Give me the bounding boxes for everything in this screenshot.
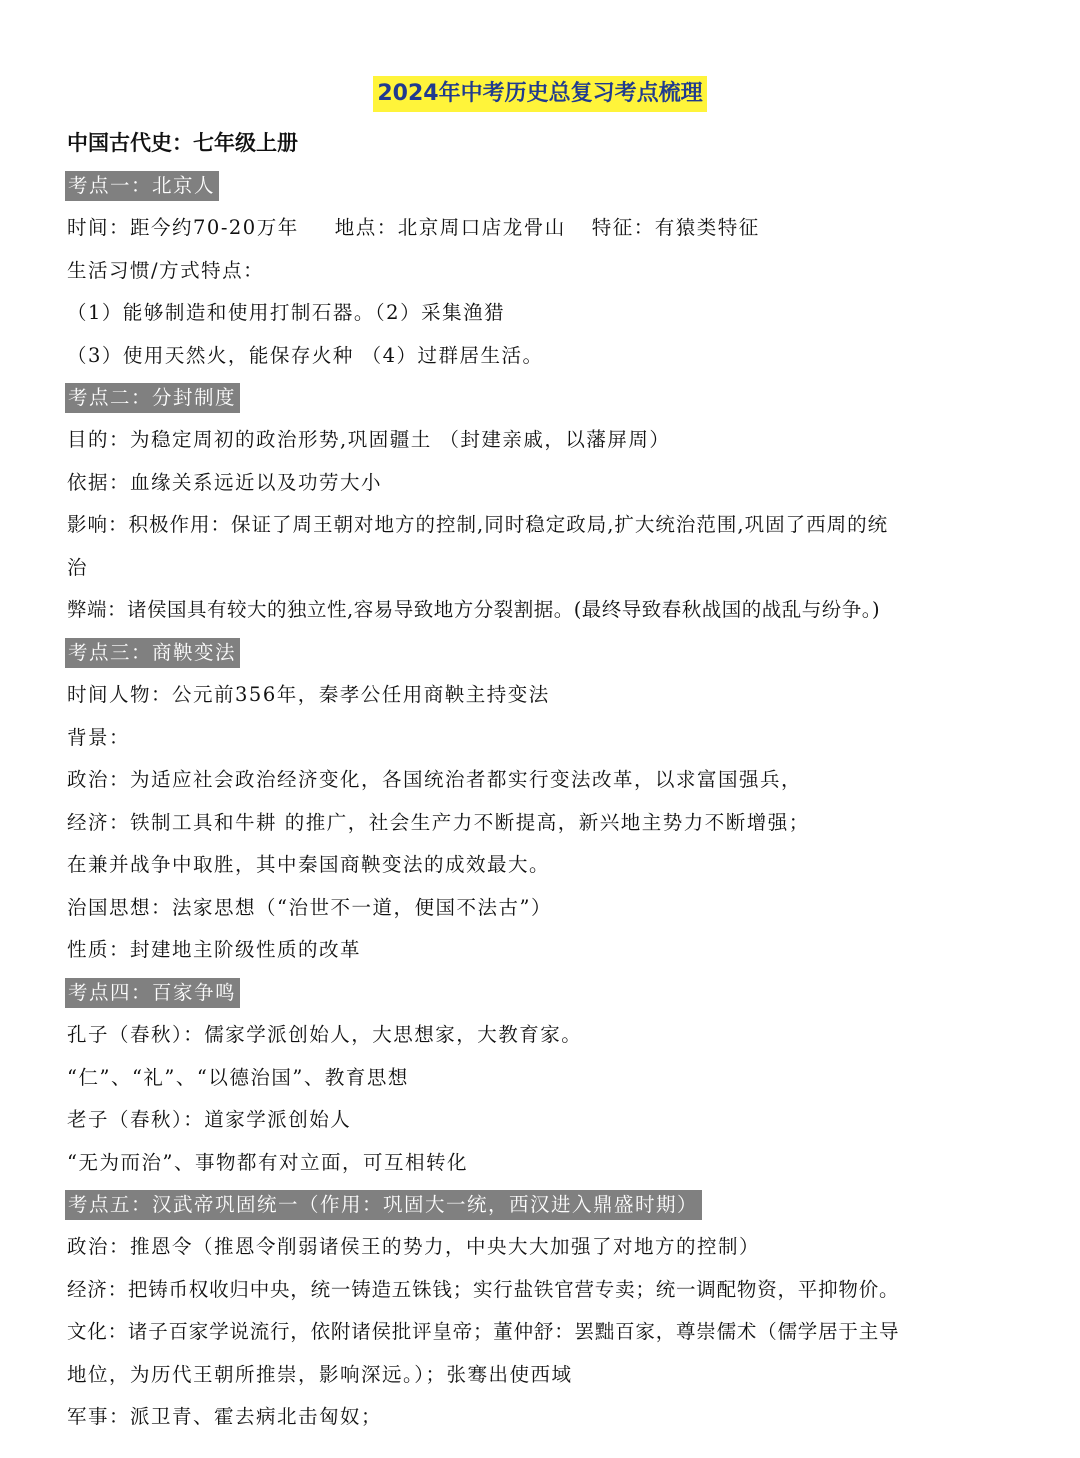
s3-line-1: 时间人物：公元前356年，秦孝公任用商鞅主持变法 xyxy=(67,683,550,706)
s3-line-2: 背景： xyxy=(67,726,131,749)
s4-line-1: 孔子（春秋）：儒家学派创始人，大思想家，大教育家。 xyxy=(67,1023,583,1046)
s5-line-1: 政治：推恩令（推恩令削弱诸侯王的势力，中央大大加强了对地方的控制） xyxy=(67,1235,761,1258)
section-4-header: 考点四：百家争鸣 xyxy=(65,978,240,1008)
s2-line-4: 治 xyxy=(67,556,89,579)
s3-line-6: 治国思想：法家思想（“治世不一道，便国不法古”） xyxy=(67,896,552,919)
s3-line-4: 经济：铁制工具和牛耕 的推广，社会生产力不断提高，新兴地主势力不断增强； xyxy=(67,811,810,834)
s1-habits: 生活习惯/方式特点： xyxy=(67,259,265,282)
s3-line-7: 性质：封建地主阶级性质的改革 xyxy=(67,938,362,961)
s4-line-2: “仁”、“礼”、“以德治国”、教育思想 xyxy=(67,1066,409,1089)
section-3-header: 考点三：商鞅变法 xyxy=(65,638,240,668)
section-1-header: 考点一：北京人 xyxy=(65,171,219,201)
s5-line-3: 文化：诸子百家学说流行，依附诸侯批评皇帝；董仲舒：罢黜百家，尊崇儒术（儒学居于主导 xyxy=(67,1320,900,1343)
section-1-facts xyxy=(67,213,760,243)
s5-line-4: 地位，为历代王朝所推崇，影响深远。）；张骞出使西域 xyxy=(67,1363,573,1386)
document-title xyxy=(0,76,1080,112)
s1-feature: 特征：有猿类特征 xyxy=(591,216,760,239)
s4-line-3: 老子（春秋）：道家学派创始人 xyxy=(67,1108,352,1131)
s2-line-2: 依据：血缘关系远近以及功劳大小 xyxy=(67,471,383,494)
s3-line-3: 政治：为适应社会政治经济变化，各国统治者都实行变法改革，以求富国强兵， xyxy=(67,768,803,791)
s1-line-1: （1）能够制造和使用打制石器。（2）采集渔猎 xyxy=(67,301,506,324)
section-5-header: 考点五：汉武帝巩固统一（作用：巩固大一统，西汉进入鼎盛时期） xyxy=(65,1190,702,1220)
s5-line-5: 军事：派卫青、霍去病北击匈奴； xyxy=(67,1405,383,1428)
s1-time: 时间：距今约70-20万年 xyxy=(67,216,299,239)
s1-line-2: （3）使用天然火，能保存火种 （4）过群居生活。 xyxy=(67,344,544,367)
s4-line-4: “无为而治”、事物都有对立面，可互相转化 xyxy=(67,1151,468,1174)
section-subtitle: 中国古代史：七年级上册 xyxy=(67,131,298,155)
section-2-header: 考点二：分封制度 xyxy=(65,383,240,413)
s2-line-1: 目的：为稳定周初的政治形势,巩固疆土 （封建亲戚，以藩屏周） xyxy=(67,428,671,451)
s1-place: 地点：北京周口店龙骨山 xyxy=(334,216,566,239)
s2-line-5: 弊端：诸侯国具有较大的独立性,容易导致地方分裂割据。(最终导致春秋战国的战乱与纷争。) xyxy=(67,598,881,621)
document-title-text: 2024年中考历史总复习考点梳理 xyxy=(373,76,706,112)
s2-line-3: 影响：积极作用：保证了周王朝对地方的控制,同时稳定政局,扩大统治范围,巩固了西周的统 xyxy=(67,513,889,536)
s5-line-2: 经济：把铸币权收归中央，统一铸造五铢钱；实行盐铁官营专卖；统一调配物资，平抑物价。 xyxy=(67,1278,900,1301)
s3-line-5: 在兼并战争中取胜，其中秦国商鞅变法的成效最大。 xyxy=(67,853,551,876)
